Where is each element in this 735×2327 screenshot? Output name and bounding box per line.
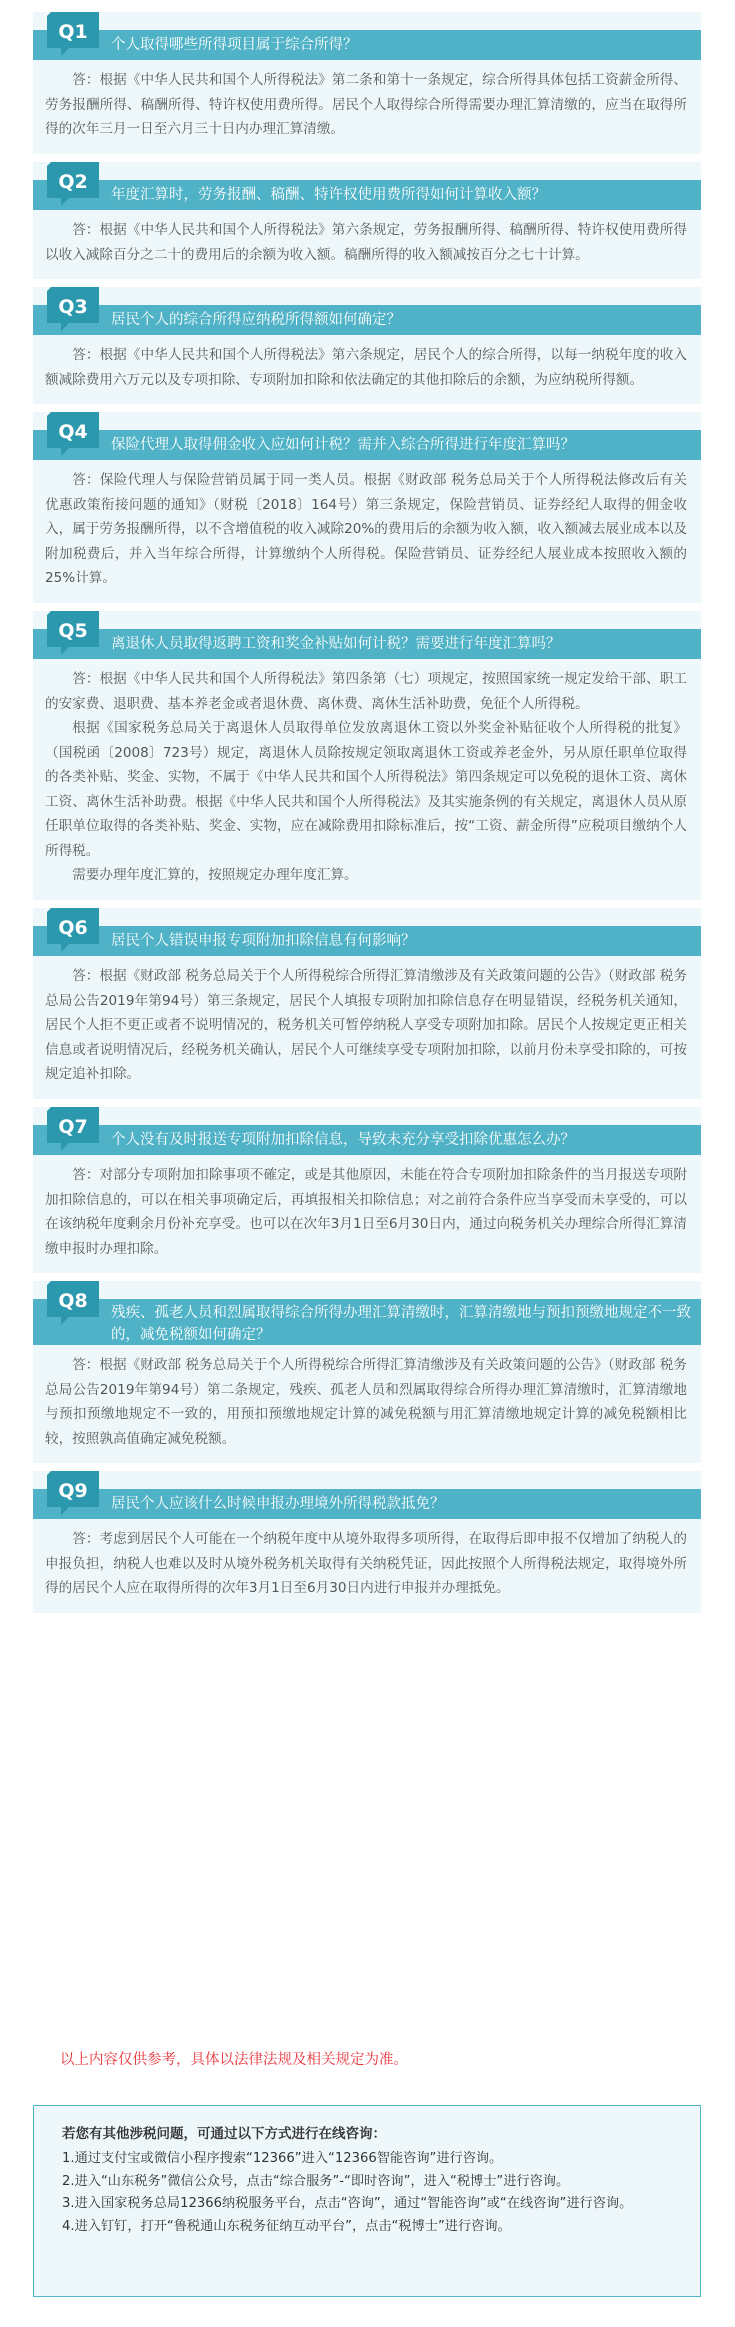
answer-paragraph: 根据《国家税务总局关于离退休人员取得单位发放离退休工资以外奖金补贴征收个人所得税的批复》（国税函〔2008〕723号）规定，离退休人员除按规定领取离退休工资或养老金外，另从原任职单位取得的各类补贴、奖金、实物，不属于《中华人民共和国个人所得税法》第四条规定可以免税的退休工资、离休工资、离休生活补助费。根据《中华人民共和国个人所得税法》及其实施条例的有关规定，离退休人员从原任职单位取得的各类补贴、奖金、实物，应在减除费用扣除标准后，按“工资、薪金所得”应税项目缴纳个人所得税。 <box>45 720 687 859</box>
answer-paragraph: 答：根据《中华人民共和国个人所得税法》第六条规定，居民个人的综合所得，以每一纳税年度的收入额减除费用六万元以及专项扣除、专项附加扣除和依法确定的其他扣除后的余额，为应纳税所得额。 <box>45 347 687 388</box>
contact-item: 3.进入国家税务总局12366纳税服务平台，点击“咨询”，通过“智能咨询”或“在线咨询”进行咨询。 <box>62 2196 633 2211</box>
answer-paragraph: 答：根据《中华人民共和国个人所得税法》第六条规定，劳务报酬所得、稿酬所得、特许权使用费所得以收入减除百分之二十的费用后的余额为收入额。稿酬所得的收入额减按百分之七十计算。 <box>45 222 687 263</box>
qa-block-4 <box>33 412 701 603</box>
question-number-badge <box>47 287 99 331</box>
answer-paragraph: 需要办理年度汇算的，按照规定办理年度汇算。 <box>72 867 358 883</box>
question-text: 个人取得哪些所得项目属于综合所得？ <box>111 37 358 53</box>
contact-title: 若您有其他涉税问题，可通过以下方式进行在线咨询： <box>62 2126 386 2142</box>
contact-item: 4.进入钉钉，打开“鲁税通山东税务征纳互动平台”，点击“税博士”进行咨询。 <box>62 2218 511 2234</box>
answer-paragraph: 答：对部分专项附加扣除事项不確定，或是其他原因，未能在符合专项附加扣除条件的当月报送专项附加扣除信息的，可以在相关事项确定后，再填报相关扣除信息；对之前符合条件应当享受而未享受的，可以在该纳税年度剩余月份补充享受。也可以在次年3月1日至6月30日内，通过向税务机关办理综合所得汇算清缴申报时办理扣除。 <box>45 1167 687 1257</box>
answer-text <box>45 667 687 888</box>
qa-block-5 <box>33 611 701 900</box>
question-number: Q9 <box>58 1480 88 1502</box>
question-text: 残疾、孤老人员和烈属取得综合所得办理汇算清缴时，汇算清缴地与预扣预缴地规定不一致的，减免税额如何确定？ <box>111 1305 691 1343</box>
question-number-badge <box>47 1471 99 1515</box>
question-number: Q4 <box>58 421 88 443</box>
qa-block-2 <box>33 162 701 279</box>
answer-paragraph: 答：根据《财政部 税务总局关于个人所得税综合所得汇算清缴涉及有关政策问题的公告》（财政部 税务总局公告2019年第94号）第二条规定，残疾、孤老人员和烈属取得综合所得办理汇算清缴时，汇算清缴地与预扣预缴地规定不一致的，用预扣预缴地规定计算的减免税额与用汇算清缴地规定计算的减免税额相比较，按照孰高值确定减免税额。 <box>45 1357 687 1447</box>
answer-paragraph: 答：根据《中华人民共和国个人所得税法》第二条和第十一条规定，综合所得具体包括工资薪金所得、劳务报酬所得、稿酬所得、特许权使用费所得。居民个人取得综合所得需要办理汇算清缴的，应当在取得所得的次年三月一日至六月三十日内办理汇算清缴。 <box>45 72 687 137</box>
question-number-badge <box>47 162 99 206</box>
answer-text <box>45 964 687 1087</box>
contact-item: 2.进入“山东税务”微信公众号，点击“综合服务”-“即时咨询”，进入“税博士”进行咨询。 <box>62 2173 570 2189</box>
question-text: 离退休人员取得返聘工资和奖金补贴如何计税？需要进行年度汇算吗？ <box>111 636 561 652</box>
qa-block-1 <box>33 12 701 154</box>
answer-text <box>45 68 687 142</box>
answer-text <box>45 218 687 267</box>
question-number-badge <box>47 1107 99 1151</box>
answer-text <box>45 1353 687 1451</box>
question-number: Q8 <box>58 1290 88 1312</box>
contact-item: 1.通过支付宝或微信小程序搜索“12366”进入“12366智能咨询”进行咨询。 <box>62 2151 503 2166</box>
answer-paragraph: 答：保险代理人与保险营销员属于同一类人员。根据《财政部 税务总局关于个人所得税法修改后有关优惠政策衔接问题的通知》（财税〔2018〕164号）第三条规定，保险营销员、证券经纪人取得的佣金收入，属于劳务报酬所得，以不含增值税的收入减除20%的费用后的余额为收入额，收入额减去展业成本以及附加税费后，并入当年综合所得，计算缴纳个人所得税。保险营销员、证券经纪人展业成本按照收入额的25%计算。 <box>45 472 687 586</box>
answer-text <box>45 343 687 392</box>
question-number-badge <box>47 908 99 952</box>
qa-block-6 <box>33 908 701 1099</box>
question-number: Q3 <box>58 296 88 318</box>
question-text: 居民个人应该什么时候申报办理境外所得税款抵免？ <box>111 1496 445 1512</box>
disclaimer-note: 以上内容仅供参考，具体以法律法规及相关规定为准。 <box>60 2052 408 2068</box>
question-number: Q5 <box>58 620 88 642</box>
qa-block-7 <box>33 1107 701 1273</box>
answer-text <box>45 1527 687 1601</box>
question-number: Q1 <box>58 21 88 43</box>
answer-text <box>45 1163 687 1261</box>
answer-paragraph: 答：考虑到居民个人可能在一个纳税年度中从境外取得多项所得，在取得后即申报不仅增加了纳税人的申报负担，纳税人也难以及时从境外税务机关取得有关纳税凭证，因此按照个人所得税法规定，取得境外所得的居民个人应在取得所得的次年3月1日至6月30日内进行申报并办理抵免。 <box>45 1531 687 1596</box>
question-number: Q2 <box>58 171 88 193</box>
question-text: 年度汇算时，劳务报酬、稿酬、特许权使用费所得如何计算收入额？ <box>111 187 546 203</box>
question-number-badge <box>47 12 99 56</box>
question-number-badge <box>47 412 99 456</box>
question-number: Q6 <box>58 917 88 939</box>
question-text: 居民个人的综合所得应纳税所得额如何确定？ <box>111 312 401 328</box>
contact-box <box>33 2105 701 2297</box>
question-text: 居民个人错误申报专项附加扣除信息有何影响？ <box>111 933 416 949</box>
question-text: 个人没有及时报送专项附加扣除信息，导致未充分享受扣除优惠怎么办？ <box>111 1132 575 1148</box>
qa-block-3 <box>33 287 701 404</box>
question-number: Q7 <box>58 1116 88 1138</box>
qa-block-8 <box>33 1281 701 1463</box>
question-text: 保险代理人取得佣金收入应如何计税？需并入综合所得进行年度汇算吗？ <box>111 437 575 453</box>
answer-paragraph: 答：根据《中华人民共和国个人所得税法》第四条第（七）项规定，按照国家统一规定发给干部、职工的安家费、退职费、基本养老金或者退休费、离休费、离休生活补助费，免征个人所得税。 <box>45 671 687 712</box>
question-number-badge <box>47 1281 99 1325</box>
answer-paragraph: 答：根据《财政部 税务总局关于个人所得税综合所得汇算清缴涉及有关政策问题的公告》（财政部 税务总局公告2019年第94号）第三条规定，居民个人填报专项附加扣除信息存在明显错误，经税务机关通知，居民个人拒不更正或者不说明情况的，税务机关可暂停纳税人享受专项附加扣除。居民个人按规定更正相关信息或者说明情况后，经税务机关确认，居民个人可继续享受专项附加扣除，以前月份未享受扣除的，可按规定追补扣除。 <box>45 968 687 1082</box>
qa-block-9 <box>33 1471 701 1613</box>
question-number-badge <box>47 611 99 655</box>
contact-list <box>62 2148 682 2238</box>
answer-text <box>45 468 687 591</box>
